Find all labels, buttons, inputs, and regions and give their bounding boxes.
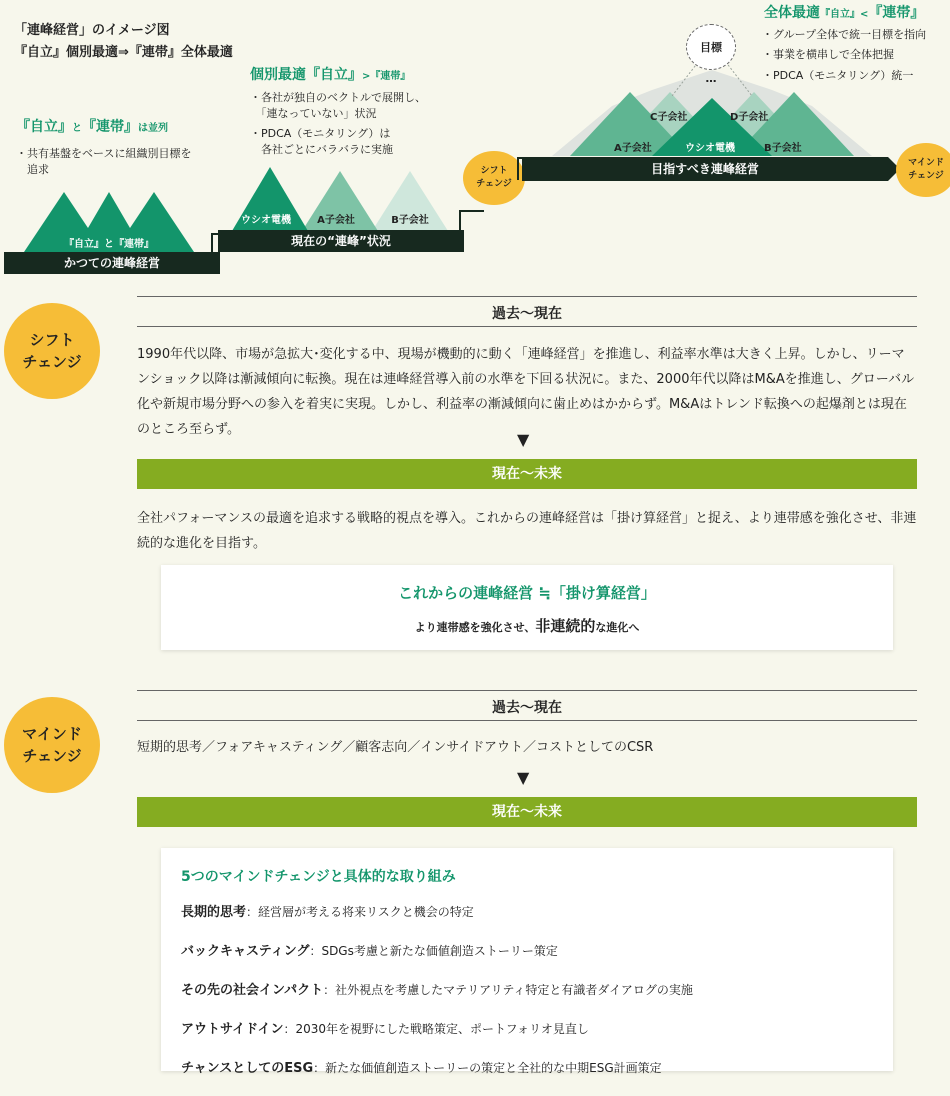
goal-label: 目標	[700, 41, 722, 54]
present-bullet-2: ・PDCA（モニタリング）は 各社ごとにバラバラに実施	[250, 127, 393, 156]
future-heading-small: 『自立』<	[820, 9, 869, 20]
future-bullet-3: ・PDCA（モニタリング）統一	[762, 69, 914, 82]
future-bullet-1: ・グループ全体で統一目標を指向	[762, 28, 927, 41]
mind-item	[181, 940, 881, 959]
mind-card	[161, 848, 893, 1076]
mind-item	[181, 1057, 881, 1076]
diagram-title	[14, 20, 233, 64]
mind-item-desc: ：社外視点を考慮したマテリアリティ特定と有識者ダイアログの実施	[323, 983, 693, 997]
future-heading-tail: 『連帯』	[868, 5, 925, 21]
mind-item	[181, 1018, 881, 1037]
present-bar-label: 現在の“連峰”状況	[291, 234, 391, 248]
future-bar	[522, 157, 888, 181]
past-bar	[4, 252, 220, 274]
past-heading-suffix: は並列	[138, 123, 168, 134]
mind-future-title: 現在～未来	[492, 804, 562, 820]
shift-past-bottom-rule	[137, 326, 917, 327]
shift-past-text: 1990年代以降、市場が急拡大･変化する中、現場が機動的に動く「連峰経営」を推進し、利益率水準は大きく上昇。しかし、リーマンショック以降は漸減傾向に転換。現在は連峰経営導入前の水準を下回る状況に。また、2000年代以降はM&Aを推進し、グローバル化や新規市場分野への参入を着実に実現。しかし、利益率の漸減傾向に歯止めはかからず。M&Aはトレンド転換への起爆剤とは現在のところ至らず。	[137, 347, 915, 437]
shift-card	[161, 565, 893, 650]
present-heading-suffix: >『連帯』	[362, 71, 411, 82]
mind-item-term: チャンスとしてのESG	[181, 1061, 314, 1076]
shift-future-title: 現在～未来	[492, 466, 562, 482]
mind-future-band	[137, 797, 917, 827]
past-bar-label: かつての連峰経営	[63, 256, 160, 270]
future-label-c: C子会社	[650, 112, 688, 123]
future-label-a: A子会社	[614, 143, 652, 154]
diagram-title-line1: 「連峰経営」のイメージ図	[14, 23, 170, 38]
step-connector-2	[456, 205, 486, 235]
mind-past-title: 過去～現在	[492, 700, 562, 716]
present-mountain-label-3: B子会社	[391, 215, 429, 226]
mind-card-list	[181, 901, 881, 1096]
shift-card-sub-post: な進化へ	[595, 621, 640, 634]
mind-card-title: 5つのマインドチェンジと具体的な取り組み	[181, 869, 456, 885]
mind-item-term: バックキャスティング	[181, 944, 310, 959]
shift-past-top-rule	[137, 296, 917, 297]
mind-item-term: その先の社会インパクト	[181, 983, 324, 998]
shift-arrow: ▼	[517, 430, 530, 449]
mind-item-term: 長期的思考	[181, 905, 247, 920]
future-heading	[764, 2, 924, 22]
mind-past-bottom-rule	[137, 720, 917, 721]
shift-badge: シフト チェンジ	[4, 303, 100, 399]
goal-circle	[686, 24, 736, 70]
shift-card-sub-em: 非連続的	[535, 617, 596, 635]
future-heading-main: 全体最適	[764, 5, 820, 21]
future-bar-label: 目指すべき連峰経営	[651, 162, 759, 176]
shift-badge-small: シフト チェンジ	[463, 151, 525, 205]
past-heading-b: 『連帯』	[82, 119, 138, 135]
future-bullet-2: ・事業を横串しで全体把握	[762, 48, 894, 61]
future-label-d: D子会社	[730, 112, 769, 123]
mind-item	[181, 901, 881, 920]
diagram-title-line2: 『自立』個別最適⇒『連帯』全体最適	[14, 45, 233, 60]
present-bar	[218, 230, 464, 252]
past-heading-to: と	[72, 123, 82, 134]
past-heading-a: 『自立』	[16, 119, 72, 135]
diagram	[0, 0, 950, 285]
present-mountain-label-2: A子会社	[317, 215, 355, 226]
present-heading-main: 個別最適『自立』	[250, 67, 362, 83]
future-dots: …	[705, 72, 717, 85]
mind-badge: マインド チェンジ	[4, 697, 100, 793]
mind-past-top-rule	[137, 690, 917, 691]
shift-card-sub-pre: より連帯感を強化させ、	[414, 621, 536, 634]
shift-card-sub	[161, 615, 893, 636]
mind-past-text: 短期的思考／フォアキャスティング／顧客志向／インサイドアウト／コストとしてのCSR	[137, 740, 654, 755]
present-bullet-1: ・各社が独自のベクトルで展開し、 「連なっていない」状況	[250, 91, 426, 120]
future-label-b: B子会社	[764, 143, 802, 154]
future-label-ushio: ウシオ電機	[685, 143, 735, 154]
mind-item-desc: ：経営層が考える将来リスクと機会の特定	[246, 905, 474, 919]
shift-past-title: 過去～現在	[492, 306, 562, 322]
past-mountain-label: 『自立』と『連帯』	[64, 239, 154, 250]
shift-future-band	[137, 459, 917, 489]
present-heading	[250, 64, 410, 84]
shift-card-title: これからの連峰経営 ≒「掛け算経営」	[398, 584, 656, 602]
mind-item-desc: ：SDGs考慮と新たな価値創造ストーリー策定	[309, 944, 558, 958]
mind-item-desc: ：新たな価値創造ストーリーの策定と全社的な中期ESG計画策定	[313, 1061, 662, 1075]
mind-item-term: アウトサイドイン	[181, 1022, 284, 1037]
present-mountain-label-1: ウシオ電機	[241, 215, 291, 226]
mind-badge-small: マインド チェンジ	[896, 143, 950, 197]
mind-arrow: ▼	[517, 768, 530, 787]
mind-item-desc: ：2030年を視野にした戦略策定、ポートフォリオ見直し	[283, 1022, 589, 1036]
shift-future-text: 全社パフォーマンスの最適を追求する戦略的視点を導入。これからの連峰経営は「掛け算経営」と捉え、より連帯感を強化させ、非連続的な進化を目指す。	[137, 511, 917, 551]
past-bullet: ・共有基盤をベースに組織別目標を 追求	[16, 147, 192, 176]
mind-item	[181, 979, 881, 998]
past-heading	[16, 116, 168, 136]
